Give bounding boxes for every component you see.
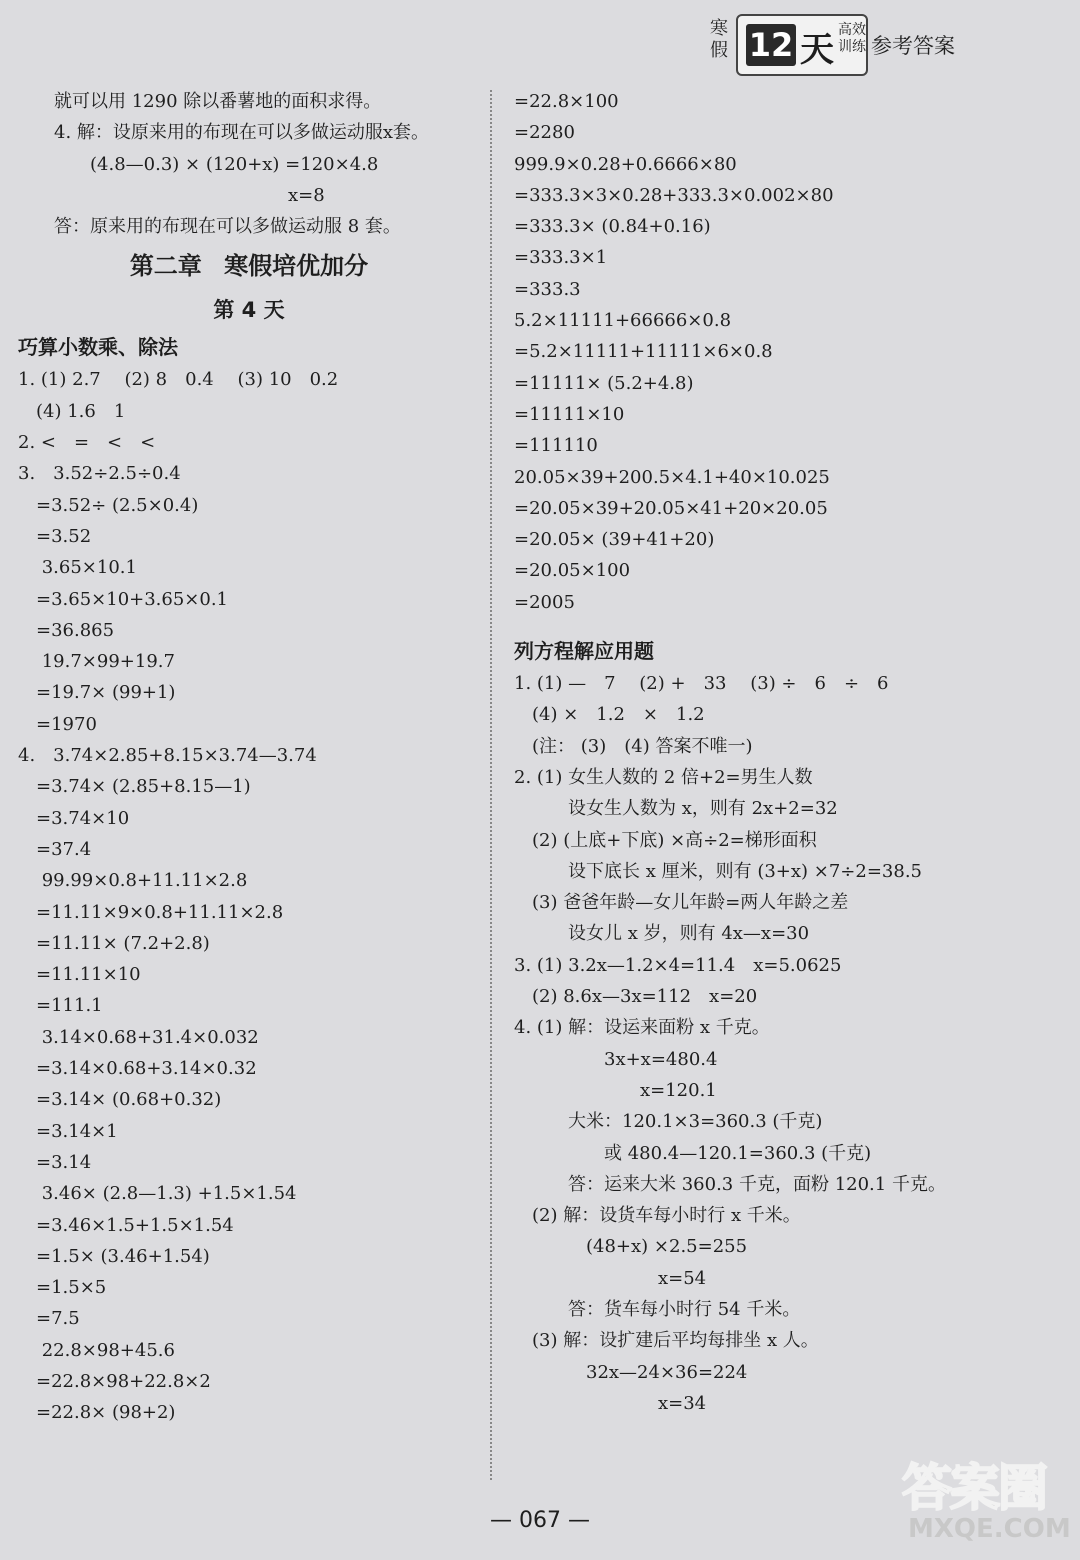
answer-line: =11.11×10 [18,964,141,986]
right-equation-lines [514,668,1066,1419]
section-title-decimals: 巧算小数乘、除法 [18,335,178,360]
answer-line: =333.3 [514,278,581,300]
answer-line: x=8 [18,184,325,206]
answer-line: 答：运来大米 360.3 千克，面粉 120.1 千克。 [514,1173,946,1195]
section-gap [514,618,1066,634]
answer-line: 3.14×0.68+31.4×0.032 [18,1026,259,1048]
answer-line: =22.8×98+22.8×2 [18,1370,211,1392]
answer-line: 3. 3.52÷2.5÷0.4 [18,463,181,485]
left-column [18,86,480,1429]
answer-line: =3.14×0.68+3.14×0.32 [18,1058,257,1080]
answer-line: =20.05× (39+41+20) [514,529,715,551]
answer-line: 22.8×98+45.6 [18,1339,175,1361]
answer-line: =37.4 [18,838,92,860]
answer-line: =3.46×1.5+1.5×1.54 [18,1214,234,1236]
answer-line: =20.05×39+20.05×41+20×20.05 [514,497,828,519]
answer-line: 或 480.4—120.1=360.3 (千克) [514,1142,872,1164]
answer-line: x=120.1 [514,1079,717,1101]
answer-line: =11.11×9×0.8+11.11×2.8 [18,901,284,923]
header-days-number: 12 [746,24,796,66]
answer-line: x=54 [514,1267,707,1289]
header-hanjia: 寒假 [710,18,728,61]
answer-line: 4. (1) 解：设运来面粉 x 千克。 [514,1017,770,1039]
answer-line: =22.8× (98+2) [18,1402,176,1424]
answer-line: =3.14 [18,1151,92,1173]
answer-line: =111.1 [18,995,103,1017]
answer-line: =11.11× (7.2+2.8) [18,932,210,954]
page-number: — 067 — [490,1508,590,1533]
answer-line: =333.3× (0.84+0.16) [514,216,711,238]
answer-line: 3. (1) 3.2x—1.2×4=11.4 x=5.0625 [514,954,842,976]
answer-line: (注： (3) (4) 答案不唯一) [514,735,753,757]
answer-line: (3) 爸爸年龄—女儿年龄=两人年龄之差 [514,892,849,914]
answer-line: 3.46× (2.8—1.3) +1.5×1.54 [18,1183,297,1205]
answer-line: (48+x) ×2.5=255 [514,1236,748,1258]
answer-line: =3.52÷ (2.5×0.4) [18,494,199,516]
answer-line: =5.2×11111+11111×6×0.8 [514,341,773,363]
answer-line: 4. 3.74×2.85+8.15×3.74—3.74 [18,745,317,767]
answer-line: =3.14×1 [18,1120,118,1142]
answer-line: =11111× (5.2+4.8) [514,372,694,394]
answer-line: =7.5 [18,1308,80,1330]
answer-line: (2) 解：设货车每小时行 x 千米。 [514,1205,801,1227]
answer-line: (4.8—0.3) × (120+x) =120×4.8 [18,153,379,175]
answer-line: =111110 [514,435,598,457]
section-title-equations: 列方程解应用题 [514,639,654,664]
watermark-url: MXQE.COM [908,1514,1071,1544]
answer-line: =333.3×3×0.28+333.3×0.002×80 [514,184,834,206]
answer-line: =36.865 [18,619,115,641]
answer-line: 3.65×10.1 [18,557,137,579]
page-header [706,10,1066,68]
answer-line: 答：原来用的布现在可以多做运动服 8 套。 [18,216,401,238]
answer-line: =3.52 [18,525,92,547]
header-gaoxiao-xunlian [838,22,866,56]
answer-line: 就可以用 1290 除以番薯地的面积求得。 [18,91,382,112]
answer-line: =2005 [514,591,575,613]
answer-line: =19.7× (99+1) [18,682,176,704]
header-gaoxiao: 高效 [838,22,866,38]
answer-line: =1.5× (3.46+1.54) [18,1245,210,1267]
answer-line: (2) 8.6x—3x=112 x=20 [514,986,758,1008]
answer-line: (4) × 1.2 × 1.2 [514,704,705,726]
answer-line: 大米：120.1×3=360.3 (千克) [514,1111,823,1133]
answer-line: 99.99×0.8+11.11×2.8 [18,870,248,892]
header-badge [736,14,868,76]
right-answer-lines [514,86,1066,618]
answer-line: 2. < = < < [18,432,156,454]
answer-line: =3.14× (0.68+0.32) [18,1089,222,1111]
answer-line: 4. 解：设原来用的布现在可以多做运动服x套。 [18,122,430,144]
day-title: 第 4 天 [213,298,285,323]
watermark-logo [890,1448,1070,1548]
header-tian: 天 [800,30,834,70]
answer-line: 32x—24×36=224 [514,1361,748,1383]
answer-line: 3x+x=480.4 [514,1048,718,1070]
answer-line: 1. (1) 2.7 (2) 8 0.4 (3) 10 0.2 [18,369,339,391]
answer-line: (4) 1.6 1 [18,400,126,422]
answer-line: 1. (1) — 7 (2) + 33 (3) ÷ 6 ÷ 6 [514,673,889,695]
answer-line: =3.74×10 [18,807,130,829]
answer-line: 5.2×11111+66666×0.8 [514,310,732,332]
answer-line: 20.05×39+200.5×4.1+40×10.025 [514,466,830,488]
answer-line: =2280 [514,122,575,144]
chapter-title: 第二章 寒假培优加分 [129,252,369,281]
answer-line: 999.9×0.28+0.6666×80 [514,153,737,175]
answer-line: x=34 [514,1392,707,1414]
answer-line: 设下底长 x 厘米，则有 (3+x) ×7÷2=38.5 [514,860,922,882]
answer-line: (2) (上底+下底) ×高÷2=梯形面积 [514,829,817,851]
header-reference-answers: 参考答案 [871,34,955,58]
right-column [514,86,1066,1419]
left-intro-block [18,86,480,242]
answer-line: 19.7×99+19.7 [18,651,175,673]
header-xunlian: 训练 [838,39,866,55]
column-divider [490,90,492,1480]
answer-line: =1970 [18,713,97,735]
answer-line: =20.05×100 [514,560,631,582]
answer-line: 2. (1) 女生人数的 2 倍+2=男生人数 [514,766,813,788]
answer-line: =11111×10 [514,403,625,425]
answer-line: =3.74× (2.85+8.15—1) [18,776,251,798]
answer-line: 设女儿 x 岁，则有 4x—x=30 [514,923,810,945]
watermark-main: 答案圈 [902,1459,1046,1517]
answer-line: =333.3×1 [514,247,608,269]
left-answer-lines [18,364,480,1428]
answer-line: 答：货车每小时行 54 千米。 [514,1298,801,1320]
answer-line: =3.65×10+3.65×0.1 [18,588,229,610]
answer-line: 设女生人数为 x，则有 2x+2=32 [514,798,838,820]
answer-line: (3) 解：设扩建后平均每排坐 x 人。 [514,1330,819,1352]
answer-line: =22.8×100 [514,91,619,112]
answer-line: =1.5×5 [18,1277,107,1299]
